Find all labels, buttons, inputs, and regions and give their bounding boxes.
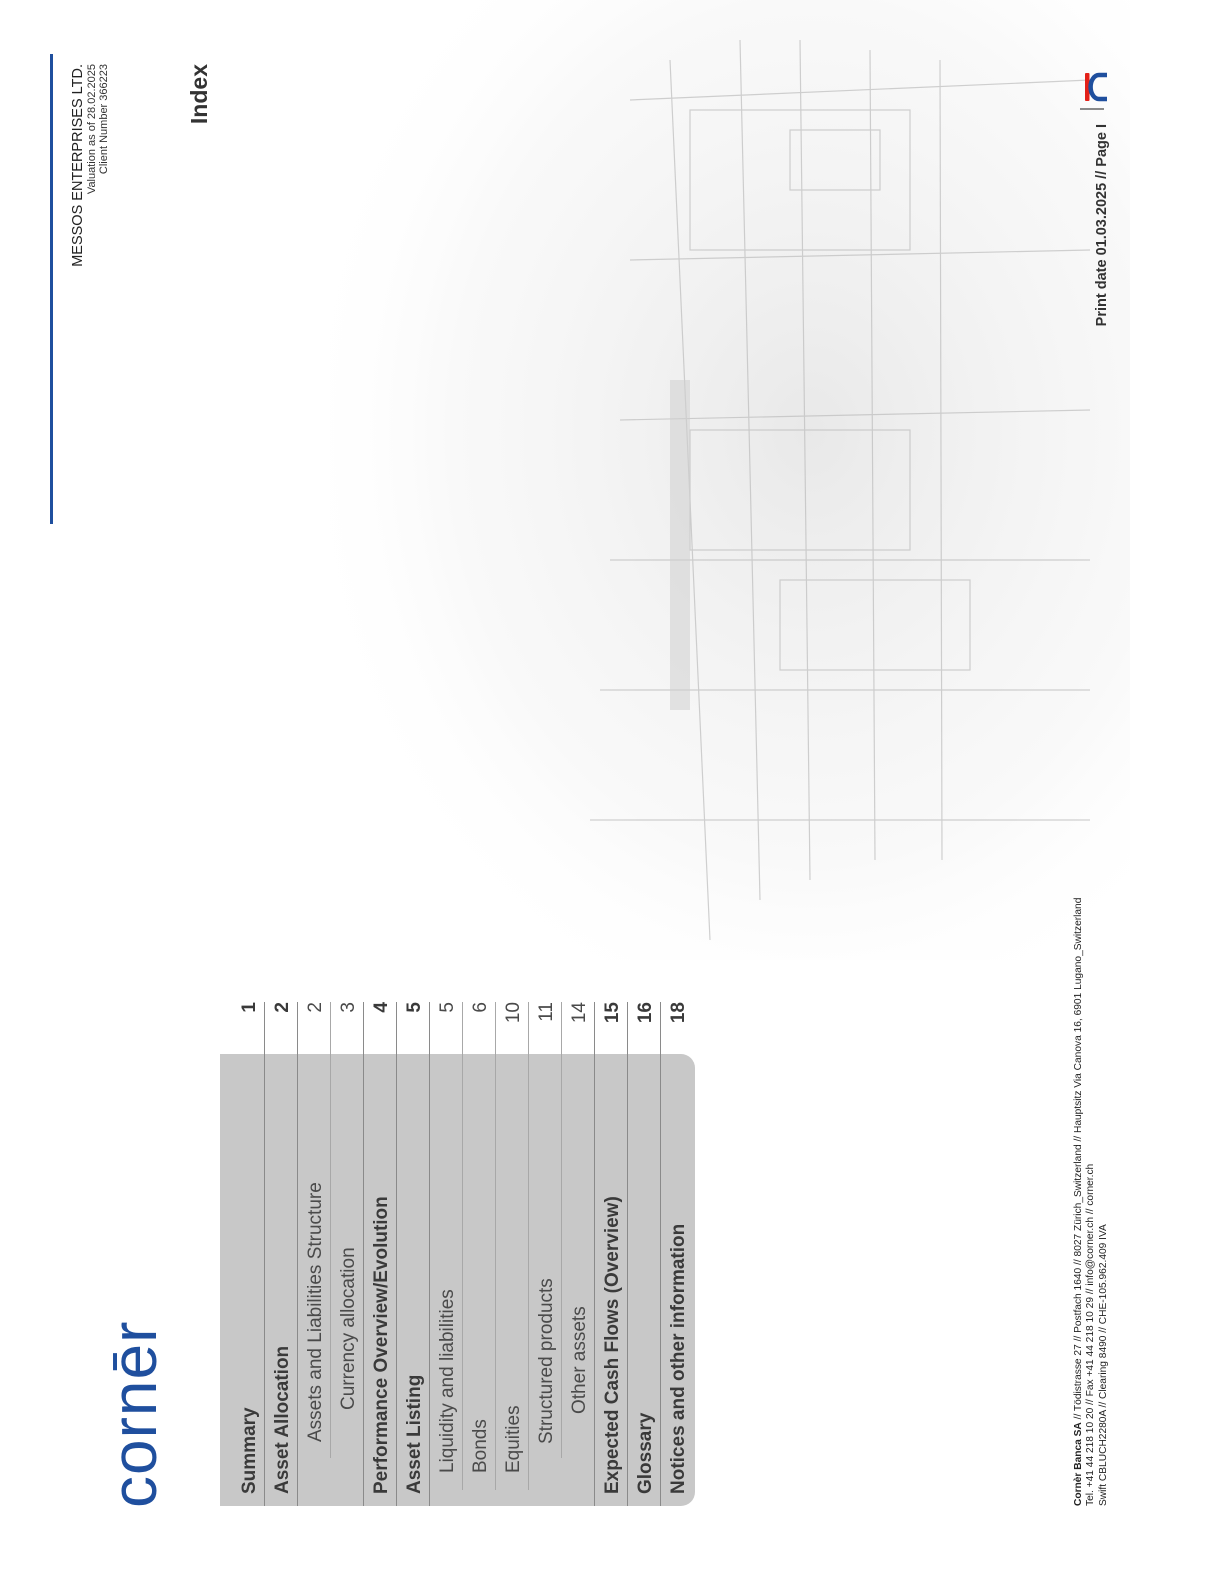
client-info (70, 64, 110, 524)
toc-item[interactable] (331, 1002, 364, 1506)
toc-item-page: 11 (536, 1002, 557, 1022)
toc-item-page: 15 (602, 1002, 623, 1024)
toc-item-page: 3 (338, 1002, 359, 1013)
toc-item-page: 5 (437, 1002, 458, 1013)
address-text: // Tödistrasse 27 // Postfach 1640 // 8027 Zürich_Switzerland // Hauptsitz Via Canova 16, 6901 Lugano_Switzerland (1073, 897, 1084, 1423)
toc-item-page: 16 (635, 1002, 656, 1024)
toc-item-label: Asset Allocation (272, 1345, 293, 1494)
client-number: Client Number 366223 (97, 64, 110, 175)
toc-item[interactable] (529, 1002, 562, 1506)
toc-item[interactable] (595, 1002, 628, 1506)
bank-name: Cornèr Banca SA (1073, 1422, 1084, 1506)
corner-brand-icon (1084, 70, 1108, 104)
footer-address-line-1 (1073, 806, 1085, 1506)
toc-item-page: 5 (404, 1002, 425, 1013)
toc-item[interactable] (265, 1002, 298, 1506)
toc-item[interactable] (496, 1002, 529, 1506)
toc-item[interactable] (562, 1002, 595, 1506)
toc-item-label: Expected Cash Flows (Overview) (602, 1196, 623, 1494)
toc-item[interactable] (661, 1002, 694, 1506)
toc-item-page: 6 (470, 1002, 491, 1013)
toc-item-label: Currency allocation (338, 1247, 359, 1410)
toc-item[interactable] (298, 1002, 331, 1506)
toc-item-page: 2 (272, 1002, 293, 1013)
toc-item[interactable] (430, 1002, 463, 1506)
toc-item-page: 4 (371, 1002, 392, 1013)
toc-item[interactable] (463, 1002, 496, 1506)
client-name: MESSOS ENTERPRISES LTD. (70, 64, 86, 267)
toc-item-label: Glossary (635, 1412, 656, 1494)
footer-address-line-3: Swift CBLUCH2280A // Clearing 8490 // CHE-105.962.409 IVA (1097, 1224, 1109, 1506)
toc-item[interactable] (364, 1002, 397, 1506)
toc-item-label: Assets and Liabilities Structure (305, 1182, 326, 1442)
toc-item-label: Performance Overview/Evolution (371, 1196, 392, 1494)
logo-wordmark: cornēr (98, 1320, 170, 1508)
toc-item-page: 1 (239, 1002, 260, 1013)
footer-address-line-2: Tel. +41 44 218 10 20 // Fax +41 44 218 10 29 // info@corner.ch // corner.ch (1085, 1163, 1097, 1506)
toc-item-label: Notices and other information (668, 1223, 689, 1494)
toc-item-page: 18 (668, 1002, 689, 1024)
toc-item-label: Structured products (536, 1278, 557, 1444)
toc-item-page: 14 (569, 1002, 590, 1024)
toc-item-label: Asset Listing (404, 1374, 425, 1494)
toc-item[interactable] (232, 1002, 265, 1506)
toc-item-label: Other assets (569, 1306, 590, 1414)
toc-item[interactable] (397, 1002, 430, 1506)
valuation-date: Valuation as of 28.02.2025 (86, 64, 98, 195)
index-table (220, 1002, 695, 1506)
toc-item-page: 10 (503, 1002, 524, 1024)
page-title: Index (186, 64, 212, 125)
toc-item-label: Equities (503, 1405, 524, 1473)
footer-address (1073, 806, 1110, 1506)
toc-item-label: Liquidity and liabilities (437, 1289, 458, 1473)
header-rule (50, 54, 53, 524)
toc-item-label: Bonds (470, 1419, 491, 1473)
toc-item-page: 2 (305, 1002, 326, 1013)
toc-item[interactable] (628, 1002, 661, 1506)
print-date-page: Print date 01.03.2025 // Page I (1094, 124, 1110, 327)
footer-divider (1080, 108, 1104, 110)
corner-logo (98, 1293, 170, 1508)
toc-item-label: Summary (239, 1407, 260, 1494)
